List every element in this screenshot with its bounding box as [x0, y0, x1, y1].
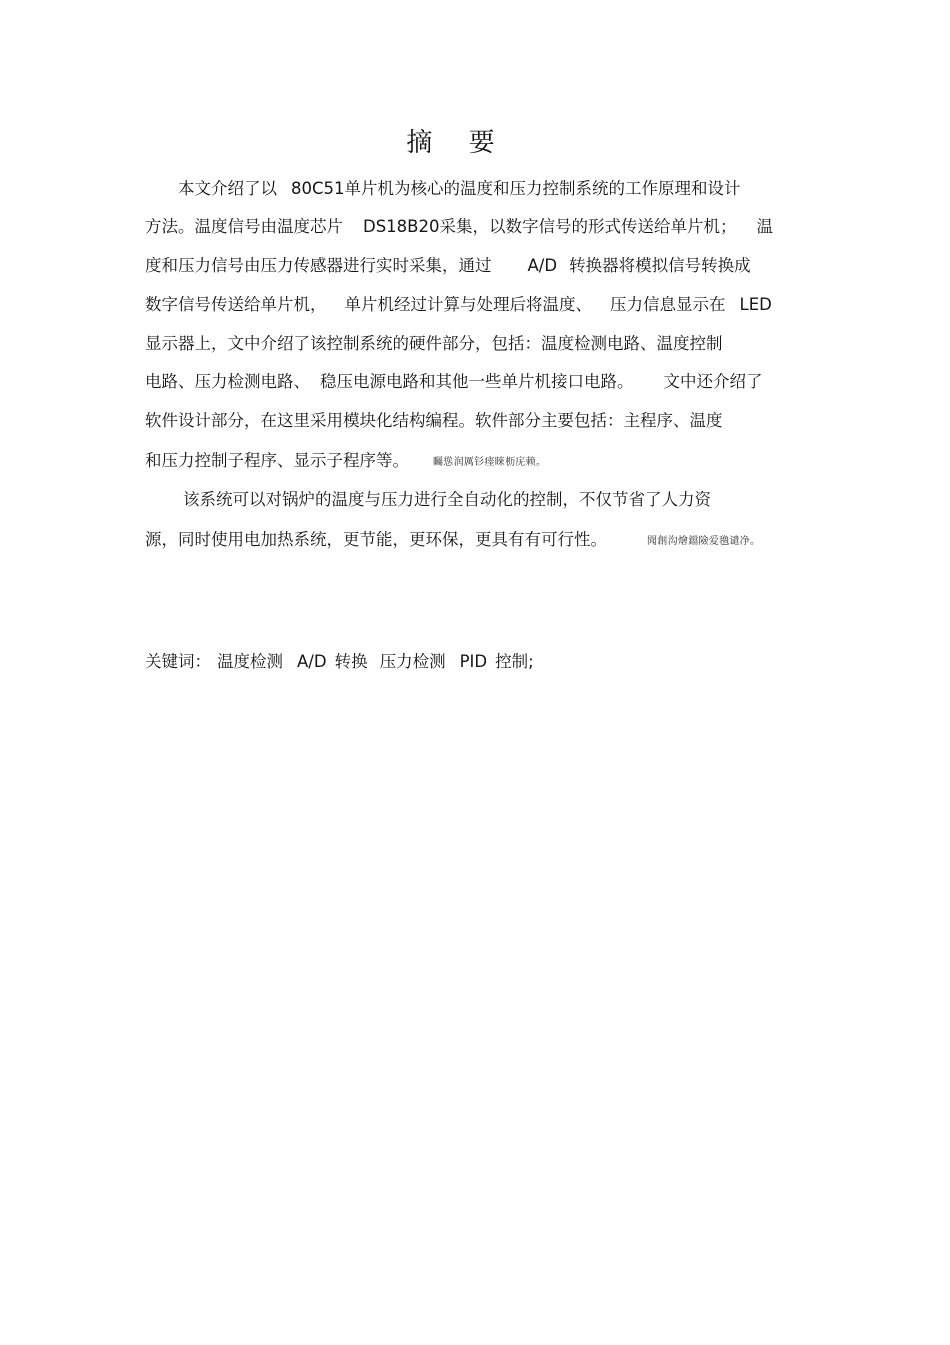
- tiny-annotation: 矚慫润厲钐瘗睞枥庑赖。: [433, 457, 547, 468]
- text-segment: 数字信号传送给单片机，: [145, 295, 327, 314]
- text-segment: 源，同时使用电加热系统，更节能，更环保，更具有有可行性。: [145, 530, 607, 549]
- paragraph-line: [145, 294, 772, 316]
- text-segment: 单片机经过计算与处理后将温度、: [344, 295, 592, 314]
- page-title: 摘 要: [406, 128, 509, 158]
- text-segment: 80C51单片机为核心的温度和压力控制系统的工作原理和设计: [291, 179, 741, 198]
- keyword: 控制;: [495, 652, 534, 671]
- paragraph-line: [178, 178, 741, 200]
- keyword: PID: [459, 652, 488, 671]
- keywords-label: 关键词：: [145, 652, 211, 671]
- text-segment: 显示器上，文中介绍了该控制系统的硬件部分，包括：温度检测电路、温度控制: [145, 334, 723, 353]
- paragraph-line: [145, 450, 546, 474]
- text-segment: A/D: [527, 256, 558, 275]
- text-segment: 度和压力信号由压力传感器进行实时采集，通过: [145, 256, 492, 275]
- paragraph-line: [145, 255, 751, 277]
- text-segment: 压力信息显示在: [610, 295, 726, 314]
- keyword: 压力检测: [379, 652, 446, 671]
- paragraph-line: [183, 489, 711, 511]
- keyword: 转换: [334, 652, 368, 671]
- text-segment: 稳压电源电路和其他一些单片机接口电路。: [320, 372, 634, 391]
- text-segment: 电路、压力检测电路、: [145, 372, 310, 391]
- paragraph-line: [145, 410, 723, 432]
- text-segment: 温: [756, 217, 773, 236]
- text-segment: LED: [739, 295, 772, 314]
- keywords-line: [145, 648, 534, 672]
- paragraph-line: [145, 371, 763, 393]
- text-segment: 文中还介绍了: [663, 372, 763, 391]
- paragraph-line: [145, 216, 773, 238]
- text-segment: 本文介绍了以: [178, 179, 277, 198]
- text-segment: 和压力控制子程序、显示子程序等。: [145, 451, 409, 470]
- text-segment: 方法。温度信号由温度芯片: [145, 217, 343, 236]
- keyword: 温度检测: [217, 652, 283, 671]
- keyword: A/D: [297, 652, 327, 671]
- tiny-annotation: 聞創沟燴鐺險爱氇谴净。: [647, 536, 761, 547]
- text-segment: 软件设计部分，在这里采用模块化结构编程。软件部分主要包括：主程序、温度: [145, 411, 723, 430]
- text-segment: DS18B20采集，以数字信号的形式传送给单片机；: [363, 217, 737, 236]
- paragraph-line: [145, 333, 723, 355]
- text-segment: 该系统可以对锅炉的温度与压力进行全自动化的控制，不仅节省了人力资: [183, 490, 711, 509]
- text-segment: 转换器将模拟信号转换成: [569, 256, 751, 275]
- paragraph-line: [145, 529, 760, 553]
